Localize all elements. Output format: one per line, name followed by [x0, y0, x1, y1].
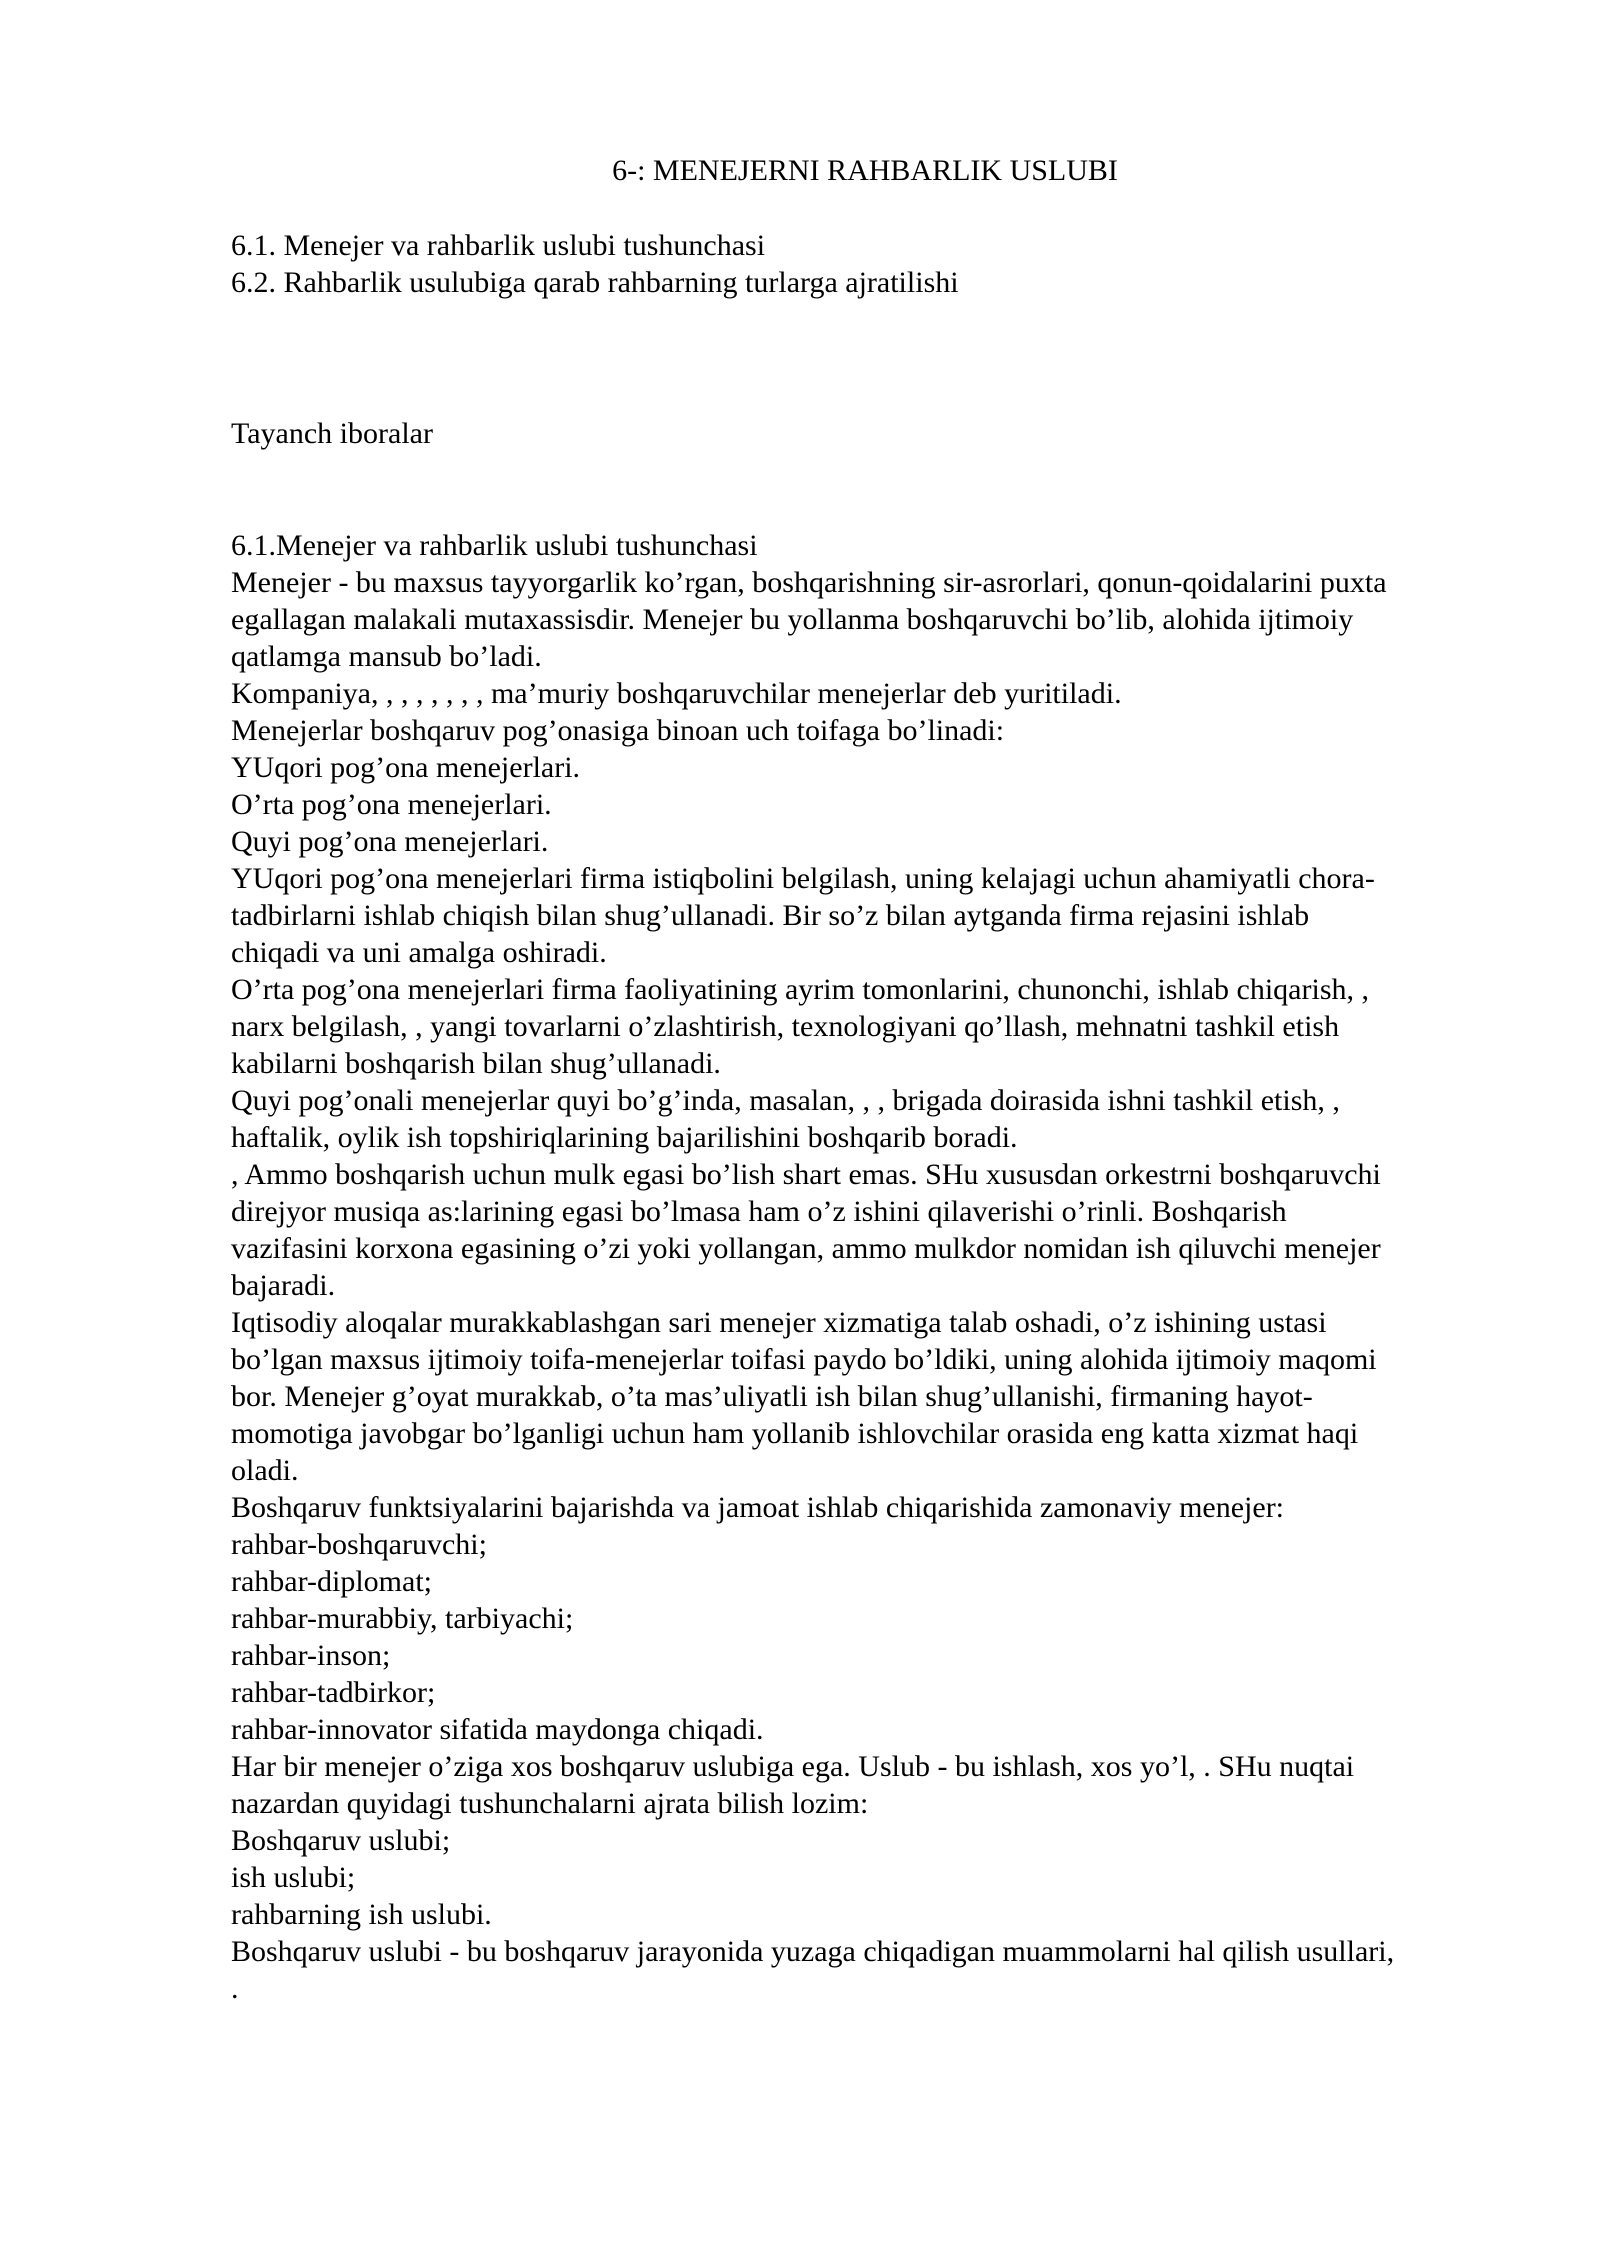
list-item: ish uslubi;: [231, 1861, 356, 1894]
text-line: YUqori pog’ona menejerlari firma istiqbolini belgilash, uning kelajagi uchun ahamiyatli chora-: [231, 862, 1375, 895]
text-line: Boshqaruv funktsiyalarini bajarishda va jamoat ishlab chiqarishida zamonaviy menejer:: [231, 1491, 1285, 1524]
text-line: Menejer - bu maxsus tayyorgarlik ko’rgan, boshqarishning sir-asrorlari, qonun-qoidalarini puxta: [231, 566, 1387, 599]
list-item: rahbar-boshqaruvchi;: [231, 1528, 487, 1561]
list-item: rahbar-tadbirkor;: [231, 1676, 436, 1709]
outline-item: 6.2. Rahbarlik usulubiga qarab rahbarning turlarga ajratilishi: [231, 266, 959, 299]
body-text: [231, 527, 1506, 2007]
text-line: Quyi pog’onali menejerlar quyi bo’g’inda, masalan, , , brigada doirasida ishni tashkil etish, ,: [231, 1084, 1340, 1117]
document-title: 6-: MENEJERNI RAHBARLIK USLUBI: [612, 154, 1118, 187]
text-line: nazardan quyidagi tushunchalarni ajrata bilish lozim:: [231, 1787, 869, 1820]
text-line: Kompaniya, , , , , , , , ma’muriy boshqaruvchilar menejerlar deb yuritiladi.: [231, 677, 1122, 710]
text-line: chiqadi va uni amalga oshiradi.: [231, 936, 607, 969]
text-line: direjyor musiqa as:larining egasi bo’lmasa ham o’z ishini qilaverishi o’rinli. Boshqarish: [231, 1195, 1287, 1228]
text-line: kabilarni boshqarish bilan shug’ullanadi.: [231, 1047, 721, 1080]
text-line: Boshqaruv uslubi - bu boshqaruv jarayonida yuzaga chiqadigan muammolarni hal qilish usullari,: [231, 1935, 1395, 1968]
list-item: O’rta pog’ona menejerlari.: [231, 788, 552, 821]
text-line: O’rta pog’ona menejerlari firma faoliyatining ayrim tomonlarini, chunonchi, ishlab chiqarish, ,: [231, 973, 1369, 1006]
text-line: qatlamga mansub bo’ladi.: [231, 640, 542, 673]
text-line: vazifasini korxona egasining o’zi yoki yollangan, ammo mulkdor nomidan ish qiluvchi menejer: [231, 1232, 1381, 1265]
list-item: Boshqaruv uslubi;: [231, 1824, 451, 1857]
text-line: bajaradi.: [231, 1269, 336, 1302]
keywords-heading: Tayanch iboralar: [231, 417, 433, 450]
list-item: YUqori pog’ona menejerlari.: [231, 751, 581, 784]
text-line: haftalik, oylik ish topshiriqlarining bajarilishini boshqarib boradi.: [231, 1121, 1018, 1154]
list-item: rahbar-murabbiy, tarbiyachi;: [231, 1602, 574, 1635]
outline-item: 6.1. Menejer va rahbarlik uslubi tushunchasi: [231, 229, 766, 262]
text-line: oladi.: [231, 1454, 299, 1487]
text-line: Menejerlar boshqaruv pog’onasiga binoan uch toifaga bo’linadi:: [231, 714, 1005, 747]
section-heading: 6.1.Menejer va rahbarlik uslubi tushunchasi: [231, 529, 758, 562]
text-line: Har bir menejer o’ziga xos boshqaruv uslubiga ega. Uslub - bu ishlash, xos yo’l, . SHu nuqtai: [231, 1750, 1355, 1783]
list-item: rahbarning ish uslubi.: [231, 1898, 492, 1931]
list-item: rahbar-diplomat;: [231, 1565, 432, 1598]
text-line: narx belgilash, , yangi tovarlarni o’zlashtirish, texnologiyani qo’llash, mehnatni tashkil etish: [231, 1010, 1340, 1043]
text-line: Iqtisodiy aloqalar murakkablashgan sari menejer xizmatiga talab oshadi, o’z ishining ustasi: [231, 1306, 1327, 1339]
text-line: momotiga javobgar bo’lganligi uchun ham yollanib ishlovchilar orasida eng katta xizmat haqi: [231, 1417, 1359, 1450]
text-line: , Ammo boshqarish uchun mulk egasi bo’lish shart emas. SHu xususdan orkestrni boshqaruvchi: [231, 1158, 1381, 1191]
text-line: tadbirlarni ishlab chiqish bilan shug’ullanadi. Bir so’z bilan aytganda firma rejasini ishlab: [231, 899, 1310, 932]
text-line: .: [231, 1972, 239, 2005]
list-item: rahbar-innovator sifatida maydonga chiqadi.: [231, 1713, 764, 1746]
text-line: egallagan malakali mutaxassisdir. Menejer bu yollanma boshqaruvchi bo’lib, alohida ijtimoiy: [231, 603, 1354, 636]
topic-outline: [231, 227, 959, 301]
list-item: rahbar-inson;: [231, 1639, 391, 1672]
text-line: bor. Menejer g’oyat murakkab, o’ta mas’uliyatli ish bilan shug’ullanishi, firmaning hayot-: [231, 1380, 1313, 1413]
list-item: Quyi pog’ona menejerlari.: [231, 825, 549, 858]
text-line: bo’lgan maxsus ijtimoiy toifa-menejerlar toifasi paydo bo’ldiki, uning alohida ijtimoiy maqomi: [231, 1343, 1377, 1376]
